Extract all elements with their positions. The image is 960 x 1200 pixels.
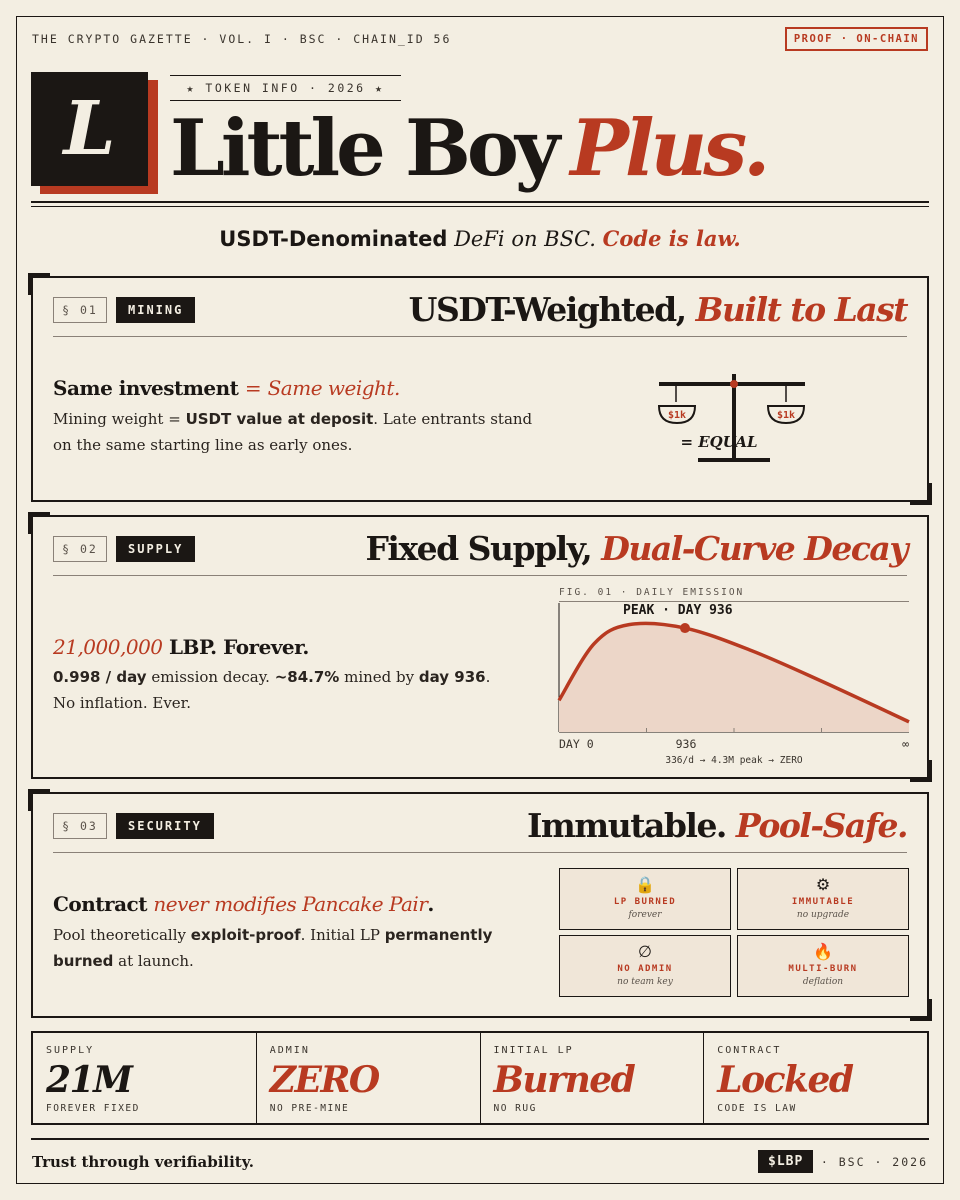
heading-accent: Dual-Curve Decay	[601, 529, 907, 568]
logo-monogram: L	[31, 72, 148, 186]
stat-supply	[33, 1033, 257, 1123]
stat-key: ADMIN	[269, 1045, 310, 1056]
body-text: at launch.	[113, 952, 194, 970]
stat-admin	[257, 1033, 481, 1123]
body-bold: 0.998 / day	[53, 668, 147, 686]
feature-label: NO ADMIN	[617, 964, 673, 974]
scale-pivot	[730, 380, 738, 388]
body-text: emission decay.	[146, 668, 275, 686]
footer-rule	[31, 1138, 929, 1140]
stat-sub: NO PRE-MINE	[269, 1103, 350, 1114]
peak-marker	[680, 623, 690, 633]
body-text: . Late entrants stand on the same starting line as early ones.	[53, 410, 533, 454]
x-tick-label: DAY 0	[559, 737, 594, 751]
stat-initial-lp	[481, 1033, 705, 1123]
tagline	[0, 226, 960, 251]
stat-value: 21M	[46, 1059, 132, 1101]
feature-lp-burned	[559, 868, 731, 930]
body-bold: exploit-proof	[190, 926, 301, 944]
stats-bar	[31, 1031, 929, 1125]
stat-contract	[704, 1033, 927, 1123]
lead-equals: =	[244, 376, 262, 400]
kicker: ★ TOKEN INFO · 2026 ★	[170, 75, 401, 101]
feature-sub: forever	[628, 910, 662, 920]
feature-sub: deflation	[802, 977, 844, 987]
feature-sub: no team key	[617, 977, 673, 987]
feature-label: MULTI-BURN	[788, 964, 858, 974]
stat-value: ZERO	[269, 1059, 379, 1101]
page-title	[170, 104, 766, 194]
stat-sub: CODE IS LAW	[717, 1103, 797, 1114]
section-tag: SECURITY	[116, 813, 214, 839]
section-number: § 03	[53, 813, 107, 839]
peak-annotation: PEAK · DAY 936	[623, 603, 733, 619]
section-security	[31, 792, 929, 1018]
feature-immutable	[737, 868, 909, 930]
scale-right-label: $1k	[776, 410, 796, 421]
security-body	[53, 922, 513, 974]
feature-label: LP BURNED	[613, 897, 677, 907]
lead-main: Same investment	[53, 376, 239, 400]
stat-value: Burned	[493, 1059, 635, 1101]
heading-main: USDT-Weighted,	[408, 290, 686, 329]
feature-sub: no upgrade	[796, 910, 850, 920]
lock-icon: 🔒	[635, 875, 655, 894]
ticker-badge: $LBP	[758, 1150, 813, 1173]
lead-accent: 21,000,000	[53, 635, 163, 659]
stat-key: CONTRACT	[717, 1045, 782, 1056]
feature-multi-burn	[737, 935, 909, 997]
footer-meta: · BSC · 2026	[820, 1155, 928, 1169]
body-bold: ~84.7%	[274, 668, 340, 686]
feature-no-admin	[559, 935, 731, 997]
body-bold: day 936	[418, 668, 486, 686]
fire-icon: 🔥	[813, 942, 833, 961]
proof-badge: PROOF · ON-CHAIN	[785, 27, 928, 51]
stat-sub: NO RUG	[493, 1103, 537, 1114]
balance-scale-icon	[33, 278, 931, 504]
section-rule	[53, 852, 907, 853]
body-text: mined by	[339, 668, 419, 686]
feature-label: IMMUTABLE	[791, 897, 855, 907]
tagline-bold: USDT-Denominated	[219, 227, 448, 251]
tagline-italic: DeFi on BSC.	[454, 227, 596, 251]
scale-caption: = EQUAL	[680, 433, 758, 451]
body-text: Mining weight =	[53, 410, 186, 428]
section-tag: SUPPLY	[116, 536, 195, 562]
section-tag: MINING	[116, 297, 195, 323]
lead-accent: Same weight.	[267, 376, 400, 400]
lead-end: .	[427, 892, 434, 916]
empty-set-icon: ∅	[638, 942, 652, 961]
gear-icon: ⚙	[815, 875, 831, 894]
security-lead	[53, 892, 434, 916]
section-number: § 02	[53, 536, 107, 562]
masthead-rule	[31, 201, 929, 207]
lead-main: Contract	[53, 892, 147, 916]
scale-left-label: $1k	[667, 410, 687, 421]
title-accent: Plus.	[570, 103, 767, 194]
stat-value: Locked	[717, 1059, 853, 1101]
chart-caption: 336/d → 4.3M peak → ZERO	[665, 755, 803, 766]
stat-key: INITIAL LP	[493, 1045, 574, 1056]
stat-key: SUPPLY	[46, 1045, 95, 1056]
heading-accent: Pool-Safe.	[735, 806, 907, 845]
body-text: . Initial LP	[300, 926, 385, 944]
emission-area	[559, 623, 909, 732]
heading-main: Fixed Supply,	[365, 529, 592, 568]
tagline-accent: Code is law.	[602, 226, 741, 251]
emission-chart	[33, 517, 931, 781]
corner-mark	[910, 999, 932, 1021]
title-main: Little Boy	[170, 103, 557, 194]
body-text: Pool theoretically	[53, 926, 191, 944]
lead-main: LBP. Forever.	[168, 635, 309, 659]
x-tick-label: ∞	[902, 737, 909, 751]
x-tick-label: 936	[675, 737, 697, 751]
heading-main: Immutable.	[526, 806, 726, 845]
chart-title: FIG. 01 · DAILY EMISSION	[559, 587, 909, 602]
section-number: § 01	[53, 297, 107, 323]
corner-mark	[28, 789, 50, 811]
heading-accent: Built to Last	[695, 290, 907, 329]
section-supply	[31, 515, 929, 779]
body-text: . No inflation. Ever.	[53, 668, 491, 712]
masthead-topline: THE CRYPTO GAZETTE · VOL. I · BSC · CHAIN_ID 56	[32, 32, 452, 46]
body-bold: USDT value at deposit	[185, 410, 374, 428]
footer-motto: Trust through verifiability.	[32, 1153, 254, 1171]
section-mining	[31, 276, 929, 502]
lead-accent: never modifies Pancake Pair	[153, 892, 428, 916]
section-heading	[527, 806, 907, 845]
body-bold: permanently burned	[53, 926, 493, 970]
stat-sub: FOREVER FIXED	[46, 1103, 140, 1114]
